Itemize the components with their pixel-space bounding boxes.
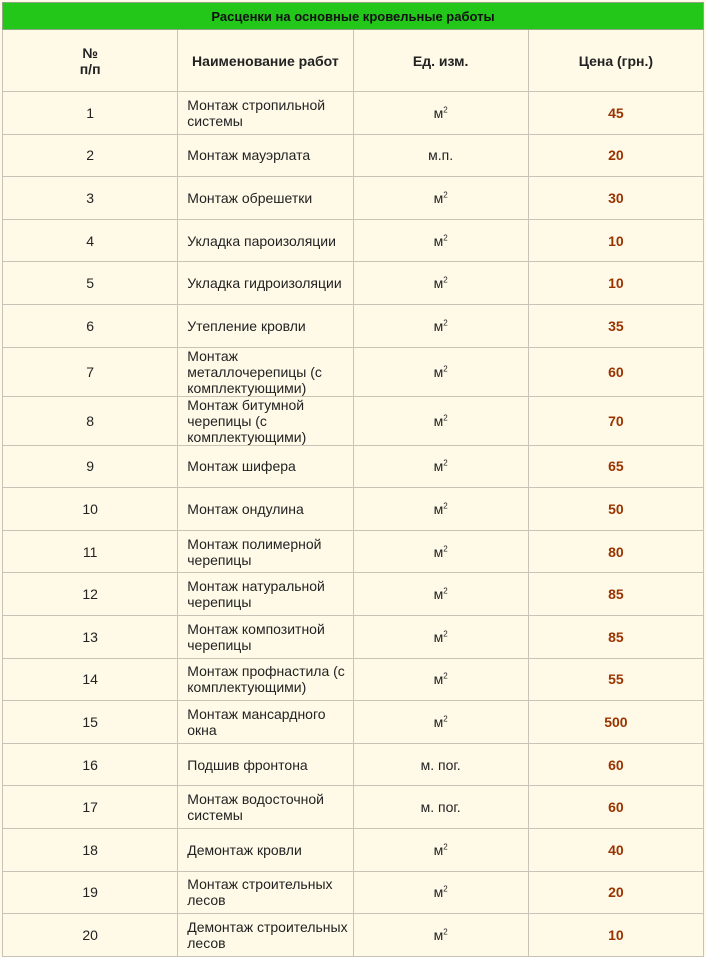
price-value: 80	[528, 530, 703, 573]
unit-cell	[353, 347, 528, 396]
unit-cell	[353, 488, 528, 531]
work-name: Монтаж мансардного окна	[178, 701, 353, 744]
row-number: 1	[3, 92, 178, 135]
header-unit: Ед. изм.	[353, 30, 528, 92]
work-name: Монтаж битумной черепицы (с комплектующими)	[178, 396, 353, 445]
header-num-line1: №	[82, 44, 98, 61]
unit-superscript: 2	[443, 629, 448, 639]
unit-cell	[353, 743, 528, 786]
table-row	[3, 786, 704, 829]
row-number: 13	[3, 615, 178, 658]
work-name: Демонтаж кровли	[178, 828, 353, 871]
unit-superscript: 2	[443, 318, 448, 328]
unit-superscript: 2	[443, 232, 448, 242]
row-number: 2	[3, 134, 178, 177]
table-row	[3, 530, 704, 573]
work-name: Подшив фронтона	[178, 743, 353, 786]
price-value: 20	[528, 134, 703, 177]
header-num	[3, 30, 178, 92]
row-number: 14	[3, 658, 178, 701]
price-value: 10	[528, 219, 703, 262]
header-name: Наименование работ	[178, 30, 353, 92]
row-number: 15	[3, 701, 178, 744]
unit-text: м	[433, 713, 444, 730]
header-price: Цена (грн.)	[528, 30, 703, 92]
table-row	[3, 828, 704, 871]
unit-cell	[353, 615, 528, 658]
unit-text: м	[433, 671, 444, 688]
table-row	[3, 396, 704, 445]
price-value: 55	[528, 658, 703, 701]
work-name: Утепление кровли	[178, 304, 353, 347]
work-name: Демонтаж строительных лесов	[178, 914, 353, 957]
work-name: Монтаж мауэрлата	[178, 134, 353, 177]
table-row	[3, 177, 704, 220]
table-body	[3, 92, 704, 957]
table-row	[3, 219, 704, 262]
price-value: 85	[528, 573, 703, 616]
work-name: Монтаж металлочерепицы (с комплектующими)	[178, 347, 353, 396]
unit-cell	[353, 786, 528, 829]
table-title: Расценки на основные кровельные работы	[3, 3, 704, 30]
unit-superscript: 2	[443, 275, 448, 285]
unit-cell	[353, 573, 528, 616]
work-name: Монтаж ондулина	[178, 488, 353, 531]
price-value: 85	[528, 615, 703, 658]
table-title-row	[3, 3, 704, 30]
unit-superscript: 2	[443, 543, 448, 553]
unit-superscript: 2	[443, 501, 448, 511]
unit-text: м	[433, 412, 444, 429]
unit-text: м	[433, 926, 444, 943]
unit-superscript: 2	[443, 458, 448, 468]
unit-text: м	[433, 628, 444, 645]
table-row	[3, 92, 704, 135]
unit-text: м	[433, 884, 444, 901]
table-row	[3, 573, 704, 616]
unit-cell	[353, 177, 528, 220]
price-value: 35	[528, 304, 703, 347]
row-number: 18	[3, 828, 178, 871]
row-number: 5	[3, 262, 178, 305]
unit-cell	[353, 658, 528, 701]
work-name: Монтаж профнастила (с комплектующими)	[178, 658, 353, 701]
unit-text: м	[433, 841, 444, 858]
unit-cell	[353, 262, 528, 305]
unit-cell	[353, 914, 528, 957]
unit-cell	[353, 134, 528, 177]
row-number: 8	[3, 396, 178, 445]
table-row	[3, 914, 704, 957]
table-header-row	[3, 30, 704, 92]
row-number: 6	[3, 304, 178, 347]
table-row	[3, 347, 704, 396]
price-value: 60	[528, 743, 703, 786]
unit-cell	[353, 828, 528, 871]
table-row	[3, 615, 704, 658]
unit-superscript: 2	[443, 105, 448, 115]
row-number: 20	[3, 914, 178, 957]
unit-cell	[353, 219, 528, 262]
row-number: 12	[3, 573, 178, 616]
table-row	[3, 134, 704, 177]
table-row	[3, 701, 704, 744]
price-value: 65	[528, 445, 703, 488]
unit-cell	[353, 445, 528, 488]
unit-text: м	[433, 458, 444, 475]
unit-text: м	[433, 586, 444, 603]
unit-text: м	[433, 363, 444, 380]
unit-cell	[353, 396, 528, 445]
price-value: 20	[528, 871, 703, 914]
row-number: 16	[3, 743, 178, 786]
price-value: 45	[528, 92, 703, 135]
unit-text: м	[433, 500, 444, 517]
table-row	[3, 871, 704, 914]
unit-text: м	[433, 104, 444, 121]
work-name: Монтаж обрешетки	[178, 177, 353, 220]
table-row	[3, 304, 704, 347]
table-row	[3, 488, 704, 531]
row-number: 10	[3, 488, 178, 531]
row-number: 4	[3, 219, 178, 262]
price-value: 30	[528, 177, 703, 220]
unit-superscript: 2	[443, 714, 448, 724]
price-value: 60	[528, 347, 703, 396]
row-number: 19	[3, 871, 178, 914]
price-value: 10	[528, 914, 703, 957]
unit-cell	[353, 871, 528, 914]
unit-cell	[353, 701, 528, 744]
work-name: Укладка пароизоляции	[178, 219, 353, 262]
work-name: Укладка гидроизоляции	[178, 262, 353, 305]
price-value: 40	[528, 828, 703, 871]
unit-superscript: 2	[443, 412, 448, 422]
header-num-line2: п/п	[79, 60, 101, 77]
unit-cell	[353, 304, 528, 347]
unit-superscript: 2	[443, 671, 448, 681]
work-name: Монтаж композитной черепицы	[178, 615, 353, 658]
unit-text: м	[433, 317, 444, 334]
unit-text: м	[433, 543, 444, 560]
table-row	[3, 743, 704, 786]
table-row	[3, 658, 704, 701]
unit-text: м. пог.	[420, 799, 461, 816]
row-number: 17	[3, 786, 178, 829]
row-number: 3	[3, 177, 178, 220]
unit-cell	[353, 92, 528, 135]
price-value: 70	[528, 396, 703, 445]
table-row	[3, 445, 704, 488]
unit-superscript: 2	[443, 842, 448, 852]
work-name: Монтаж стропильной системы	[178, 92, 353, 135]
unit-text: м.п.	[428, 147, 454, 164]
unit-cell	[353, 530, 528, 573]
price-table	[2, 2, 704, 957]
row-number: 11	[3, 530, 178, 573]
work-name: Монтаж водосточной системы	[178, 786, 353, 829]
price-value: 50	[528, 488, 703, 531]
unit-superscript: 2	[443, 190, 448, 200]
unit-text: м. пог.	[420, 756, 461, 773]
row-number: 9	[3, 445, 178, 488]
work-name: Монтаж полимерной черепицы	[178, 530, 353, 573]
unit-superscript: 2	[443, 363, 448, 373]
price-value: 500	[528, 701, 703, 744]
unit-text: м	[433, 275, 444, 292]
table-row	[3, 262, 704, 305]
work-name: Монтаж шифера	[178, 445, 353, 488]
unit-superscript: 2	[443, 884, 448, 894]
row-number: 7	[3, 347, 178, 396]
unit-text: м	[433, 232, 444, 249]
work-name: Монтаж строительных лесов	[178, 871, 353, 914]
unit-text: м	[433, 189, 444, 206]
unit-superscript: 2	[443, 927, 448, 937]
price-value: 60	[528, 786, 703, 829]
price-value: 10	[528, 262, 703, 305]
unit-superscript: 2	[443, 586, 448, 596]
work-name: Монтаж натуральной черепицы	[178, 573, 353, 616]
